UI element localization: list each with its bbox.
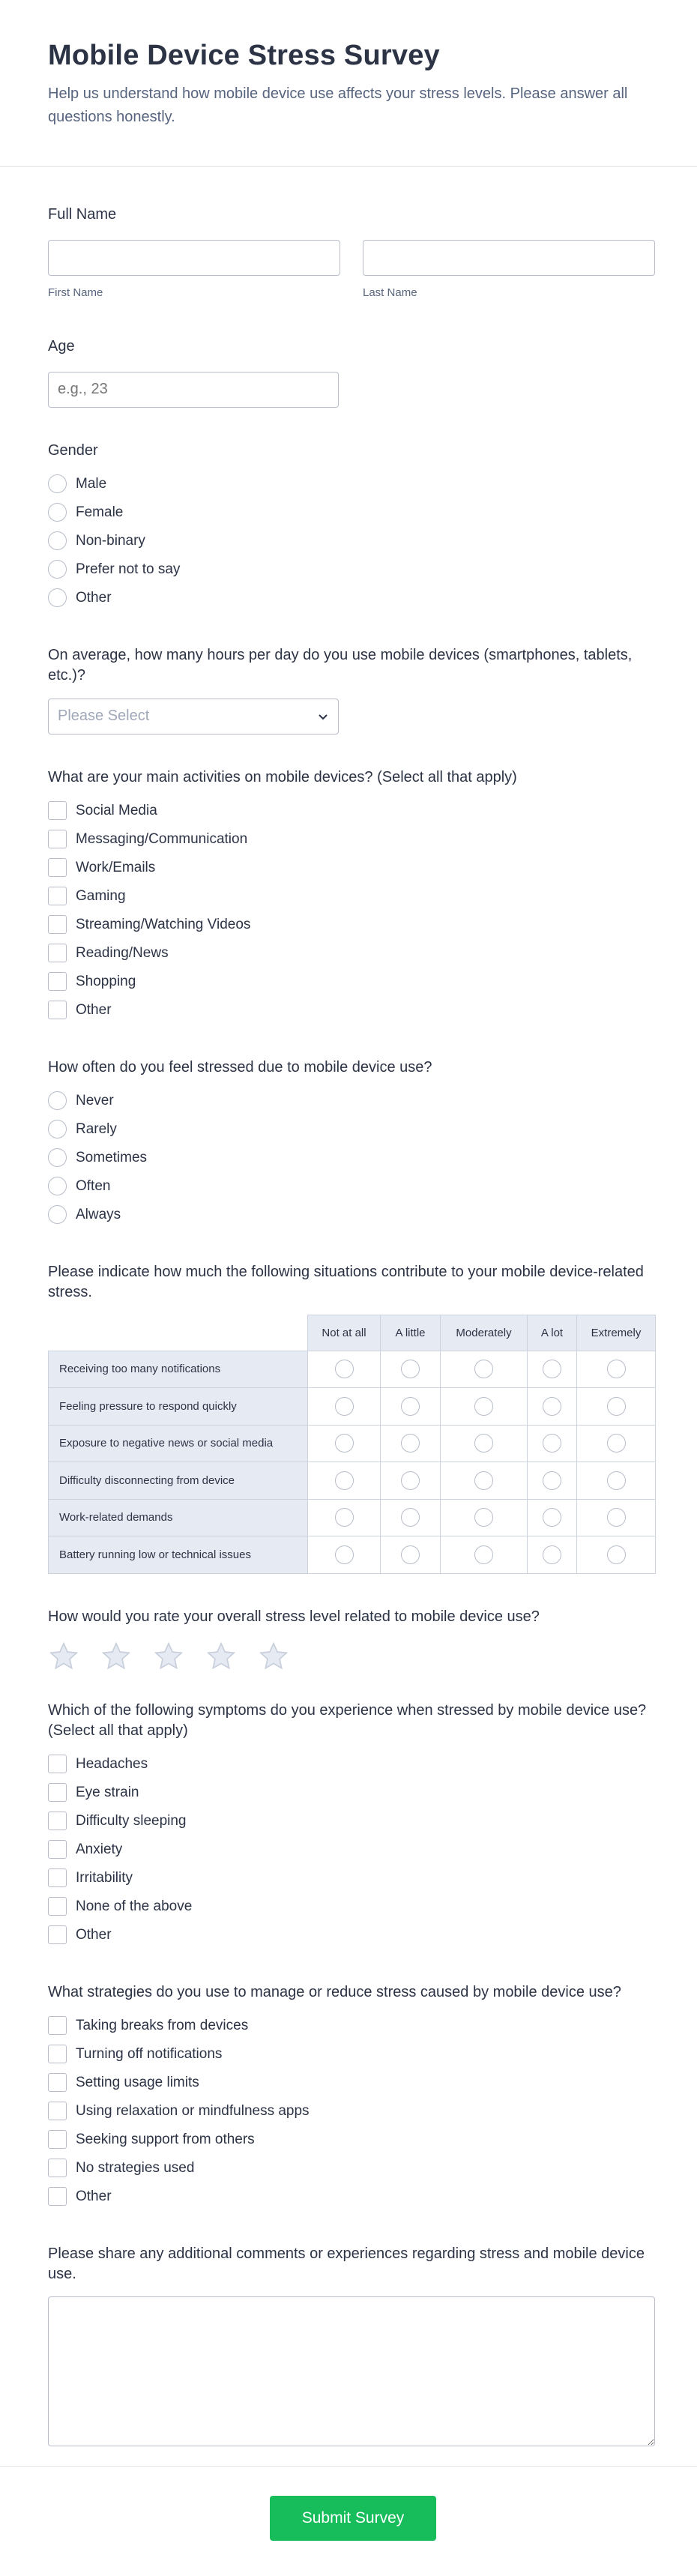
radio-button[interactable] — [48, 560, 67, 579]
checkbox[interactable] — [48, 801, 67, 820]
symptoms-options — [48, 1750, 649, 1949]
last-name-input[interactable] — [363, 240, 655, 276]
matrix-radio[interactable] — [543, 1360, 561, 1378]
star-icon[interactable] — [48, 1641, 79, 1672]
star-icon[interactable] — [153, 1641, 184, 1672]
question-comments — [48, 2244, 649, 2446]
age-label: Age — [48, 337, 75, 355]
checkbox[interactable] — [48, 2045, 67, 2063]
last-name-sublabel: Last Name — [363, 286, 417, 299]
activity-option-work-emails[interactable]: Work/Emails — [48, 854, 649, 882]
stress-matrix-table — [48, 1315, 656, 1574]
page-title: Mobile Device Stress Survey — [48, 40, 440, 71]
strategy-option-other[interactable]: Other — [48, 2183, 649, 2211]
checkbox[interactable] — [48, 1925, 67, 1944]
submit-button[interactable]: Submit Survey — [270, 2496, 436, 2541]
checkbox[interactable] — [48, 2016, 67, 2035]
survey-form — [0, 205, 697, 2446]
matrix-radio[interactable] — [543, 1545, 561, 1564]
checkbox[interactable] — [48, 972, 67, 991]
radio-button[interactable] — [48, 1205, 67, 1224]
star-icon[interactable] — [258, 1641, 289, 1672]
checkbox[interactable] — [48, 1783, 67, 1802]
matrix-row — [49, 1536, 656, 1574]
gender-option-female[interactable]: Female — [48, 498, 649, 527]
matrix-radio[interactable] — [335, 1545, 354, 1564]
activity-option-streaming[interactable]: Streaming/Watching Videos — [48, 911, 649, 939]
checkbox[interactable] — [48, 944, 67, 962]
matrix-column-header: Not at all — [308, 1315, 381, 1351]
checkbox[interactable] — [48, 2102, 67, 2120]
matrix-radio[interactable] — [607, 1545, 626, 1564]
matrix-radio[interactable] — [401, 1545, 420, 1564]
hours-select[interactable] — [48, 699, 339, 735]
gender-label: Gender — [48, 441, 98, 459]
checkbox[interactable] — [48, 1868, 67, 1887]
chevron-down-icon — [317, 711, 329, 723]
stress-option-never[interactable]: Never — [48, 1087, 649, 1115]
symptom-option-other[interactable]: Other — [48, 1921, 649, 1949]
matrix-radio[interactable] — [401, 1471, 420, 1490]
checkbox[interactable] — [48, 1897, 67, 1916]
gender-options — [48, 470, 649, 612]
first-name-input[interactable] — [48, 240, 340, 276]
strategy-option-support[interactable]: Seeking support from others — [48, 2126, 649, 2154]
symptom-option-headaches[interactable]: Headaches — [48, 1750, 649, 1779]
symptom-option-eye-strain[interactable]: Eye strain — [48, 1779, 649, 1807]
question-strategies — [48, 1982, 649, 2211]
age-input[interactable] — [48, 372, 339, 408]
question-symptoms — [48, 1701, 649, 1949]
star-icon[interactable] — [205, 1641, 237, 1672]
matrix-row — [49, 1499, 656, 1536]
radio-button[interactable] — [48, 1148, 67, 1167]
matrix-label: Please indicate how much the following situations contribute to your mobile device-related stress. — [48, 1263, 644, 1300]
checkbox[interactable] — [48, 1001, 67, 1019]
matrix-radio[interactable] — [474, 1471, 493, 1490]
radio-button[interactable] — [48, 1091, 67, 1110]
matrix-row-label: Exposure to negative news or social media — [49, 1425, 308, 1462]
first-name-sublabel: First Name — [48, 286, 103, 299]
strategies-label: What strategies do you use to manage or reduce stress caused by mobile device use? — [48, 1983, 621, 2000]
checkbox[interactable] — [48, 2187, 67, 2206]
matrix-radio[interactable] — [607, 1508, 626, 1527]
symptoms-label: Which of the following symptoms do you experience when stressed by mobile device use? (Select all that apply) — [48, 1701, 647, 1739]
activity-option-shopping[interactable]: Shopping — [48, 968, 649, 996]
matrix-column-header: A little — [381, 1315, 441, 1351]
symptom-option-anxiety[interactable]: Anxiety — [48, 1836, 649, 1864]
question-age — [48, 337, 649, 408]
form-footer — [0, 2466, 697, 2576]
matrix-column-header: Moderately — [441, 1315, 528, 1351]
matrix-corner — [49, 1315, 308, 1351]
symptom-option-irritability[interactable]: Irritability — [48, 1864, 649, 1892]
matrix-radio[interactable] — [474, 1434, 493, 1453]
strategy-option-usage-limits[interactable]: Setting usage limits — [48, 2069, 649, 2097]
matrix-row-label: Receiving too many notifications — [49, 1351, 308, 1388]
stress-option-rarely[interactable]: Rarely — [48, 1115, 649, 1144]
matrix-radio[interactable] — [401, 1434, 420, 1453]
strategy-option-none[interactable]: No strategies used — [48, 2154, 649, 2183]
matrix-radio[interactable] — [401, 1397, 420, 1416]
question-stress-rating — [48, 1607, 649, 1672]
matrix-radio[interactable] — [543, 1508, 561, 1527]
strategy-option-notifications-off[interactable]: Turning off notifications — [48, 2040, 649, 2069]
gender-option-other[interactable]: Other — [48, 584, 649, 612]
matrix-row-label: Difficulty disconnecting from device — [49, 1462, 308, 1500]
checkbox[interactable] — [48, 887, 67, 905]
checkbox[interactable] — [48, 915, 67, 934]
matrix-row — [49, 1462, 656, 1500]
page-description: Help us understand how mobile device use affects your stress levels. Please answer all questions honestly. — [48, 85, 628, 125]
matrix-radio[interactable] — [401, 1508, 420, 1527]
matrix-radio[interactable] — [543, 1397, 561, 1416]
hours-label: On average, how many hours per day do you use mobile devices (smartphones, tablets, etc.)? — [48, 646, 633, 684]
checkbox[interactable] — [48, 1755, 67, 1773]
gender-option-male[interactable]: Male — [48, 470, 649, 498]
matrix-radio[interactable] — [607, 1434, 626, 1453]
question-stress-frequency — [48, 1058, 649, 1229]
rating-label: How would you rate your overall stress level related to mobile device use? — [48, 1608, 540, 1625]
matrix-radio[interactable] — [474, 1397, 493, 1416]
strategies-options — [48, 2012, 649, 2211]
matrix-radio[interactable] — [607, 1471, 626, 1490]
stress-option-sometimes[interactable]: Sometimes — [48, 1144, 649, 1172]
gender-option-non-binary[interactable]: Non-binary — [48, 527, 649, 555]
stress-option-always[interactable]: Always — [48, 1201, 649, 1229]
checkbox[interactable] — [48, 1840, 67, 1859]
matrix-radio[interactable] — [543, 1471, 561, 1490]
radio-button[interactable] — [48, 503, 67, 522]
radio-button[interactable] — [48, 1177, 67, 1195]
strategy-option-breaks[interactable]: Taking breaks from devices — [48, 2012, 649, 2040]
checkbox[interactable] — [48, 2159, 67, 2177]
strategy-option-relaxation-apps[interactable]: Using relaxation or mindfulness apps — [48, 2097, 649, 2126]
checkbox[interactable] — [48, 830, 67, 848]
matrix-row — [49, 1351, 656, 1388]
matrix-row-label: Feeling pressure to respond quickly — [49, 1388, 308, 1426]
star-icon[interactable] — [100, 1641, 132, 1672]
activity-option-other[interactable]: Other — [48, 996, 649, 1025]
checkbox[interactable] — [48, 2130, 67, 2149]
matrix-radio[interactable] — [335, 1508, 354, 1527]
matrix-radio[interactable] — [401, 1360, 420, 1378]
star-rating — [48, 1641, 649, 1672]
question-gender — [48, 441, 649, 612]
matrix-radio[interactable] — [474, 1360, 493, 1378]
stress-frequency-options — [48, 1087, 649, 1229]
activity-option-gaming[interactable]: Gaming — [48, 882, 649, 911]
question-activities — [48, 767, 649, 1025]
full-name-label: Full Name — [48, 205, 117, 223]
activities-label: What are your main activities on mobile devices? (Select all that apply) — [48, 768, 517, 785]
activities-options — [48, 797, 649, 1025]
checkbox[interactable] — [48, 2073, 67, 2092]
matrix-radio[interactable] — [335, 1397, 354, 1416]
matrix-radio[interactable] — [543, 1434, 561, 1453]
radio-button[interactable] — [48, 588, 67, 607]
radio-button[interactable] — [48, 531, 67, 550]
matrix-column-header: A lot — [528, 1315, 577, 1351]
activity-option-reading-news[interactable]: Reading/News — [48, 939, 649, 968]
symptom-option-difficulty-sleeping[interactable]: Difficulty sleeping — [48, 1807, 649, 1836]
matrix-row-label: Battery running low or technical issues — [49, 1536, 308, 1574]
checkbox[interactable] — [48, 1812, 67, 1830]
matrix-radio[interactable] — [474, 1508, 493, 1527]
matrix-row-label: Work-related demands — [49, 1499, 308, 1536]
question-full-name — [48, 205, 649, 299]
matrix-radio[interactable] — [335, 1434, 354, 1453]
matrix-radio[interactable] — [474, 1545, 493, 1564]
radio-button[interactable] — [48, 1120, 67, 1138]
form-header — [0, 0, 697, 167]
activity-option-social-media[interactable]: Social Media — [48, 797, 649, 825]
gender-option-prefer-not-to-say[interactable]: Prefer not to say — [48, 555, 649, 584]
activity-option-messaging[interactable]: Messaging/Communication — [48, 825, 649, 854]
question-hours — [48, 645, 649, 735]
stress-option-often[interactable]: Often — [48, 1172, 649, 1201]
comments-textarea[interactable] — [48, 2296, 655, 2446]
matrix-radio[interactable] — [607, 1397, 626, 1416]
matrix-radio[interactable] — [335, 1471, 354, 1490]
checkbox[interactable] — [48, 858, 67, 877]
symptom-option-none[interactable]: None of the above — [48, 1892, 649, 1921]
question-stress-matrix — [48, 1262, 649, 1574]
stress-frequency-label: How often do you feel stressed due to mobile device use? — [48, 1058, 432, 1076]
matrix-row — [49, 1425, 656, 1462]
radio-button[interactable] — [48, 474, 67, 493]
matrix-radio[interactable] — [335, 1360, 354, 1378]
matrix-column-header: Extremely — [577, 1315, 656, 1351]
matrix-row — [49, 1388, 656, 1426]
comments-label: Please share any additional comments or experiences regarding stress and mobile device use. — [48, 2245, 645, 2282]
hours-select-placeholder: Please Select — [58, 708, 150, 725]
matrix-radio[interactable] — [607, 1360, 626, 1378]
